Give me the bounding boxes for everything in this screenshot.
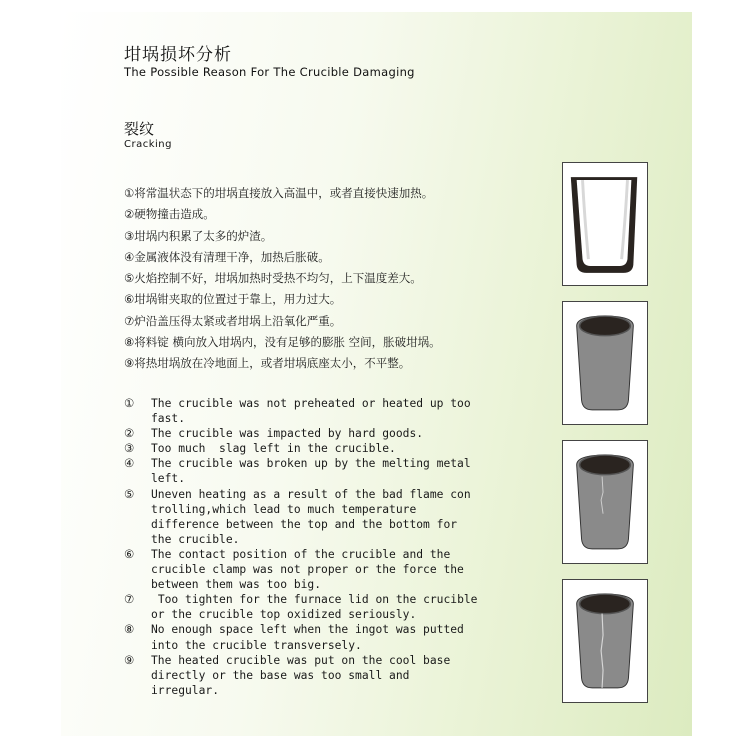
split-crucible-figure [562, 579, 648, 703]
crucible-cross-section-figure [562, 162, 648, 286]
list-item [124, 396, 484, 426]
list-item: ⑦炉沿盖压得太紧或者坩埚上沿氧化严重。 [124, 313, 342, 328]
list-item [124, 441, 484, 456]
item-number: ⑧ [124, 623, 135, 637]
item-text: The contact position of the crucible and the crucible clamp was not proper or the force the between them was too big. [151, 547, 471, 592]
list-item: ①将常温状态下的坩埚直接放入高温中，或者直接快速加热。 [124, 186, 434, 200]
list-item [124, 487, 484, 547]
list-item: ④金属液体没有清理干净，加热后胀破。 [124, 249, 330, 264]
crucible-figure [562, 301, 648, 425]
item-text: Too much slag left in the crucible. [151, 442, 396, 456]
page-title-en: The Possible Reason For The Crucible Damaging [124, 65, 415, 79]
section-title-en: Cracking [124, 139, 172, 150]
list-item: ②硬物撞击造成。 [124, 207, 215, 222]
cracked-crucible-icon [563, 441, 647, 563]
cracked-crucible-figure [562, 440, 648, 564]
list-item: ⑤火焰控制不好，坩埚加热时受热不均匀，上下温度差大。 [124, 271, 422, 286]
list-item: ⑧将料锭 横向放入坩埚内，没有足够的膨胀 空间，胀破坩埚。 [124, 335, 441, 350]
list-item: ③坩埚内积累了太多的炉渣。 [124, 228, 273, 243]
item-text: Too tighten for the furnace lid on the crucible or the crucible top oxidized seriously. [151, 593, 485, 622]
item-number: ⑥ [124, 547, 135, 561]
list-item: ⑨将热坩埚放在冷地面上，或者坩埚底座太小，不平整。 [124, 356, 411, 371]
item-text: Uneven heating as a result of the bad flame con trolling,which lead to much temperature difference between the top and the bottom for the crucible. [151, 487, 478, 546]
item-text: The heated crucible was put on the cool base directly or the base was too small and irregular. [151, 653, 458, 697]
page-title-cn: 坩埚损坏分析 [124, 45, 232, 65]
item-number: ③ [124, 442, 135, 456]
list-item [124, 622, 484, 652]
list-item [124, 592, 484, 622]
list-item [124, 456, 484, 486]
split-crucible-icon [563, 580, 647, 702]
item-text: The crucible was broken up by the melting metal left. [151, 457, 478, 486]
list-item: ⑥坩埚钳夹取的位置过于靠上，用力过大。 [124, 292, 342, 307]
item-text: The crucible was impacted by hard goods. [151, 427, 424, 441]
item-number: ② [124, 427, 135, 441]
item-number: ① [124, 397, 135, 410]
item-number: ④ [124, 457, 135, 471]
item-number: ⑦ [124, 593, 135, 607]
section-title-cn: 裂纹 [124, 120, 155, 138]
causes-list-cn [124, 183, 441, 375]
list-item [124, 426, 484, 441]
item-text: No enough space left when the ingot was putted into the crucible transversely. [151, 623, 471, 652]
causes-list-en [124, 396, 484, 698]
list-item [124, 653, 484, 698]
item-number: ⑤ [124, 487, 135, 501]
crucible-icon [563, 302, 647, 424]
list-item [124, 547, 484, 592]
crucible-cross-section-icon [563, 163, 647, 285]
item-text: The crucible was not preheated or heated up too fast. [151, 397, 478, 426]
item-number: ⑨ [124, 653, 135, 667]
